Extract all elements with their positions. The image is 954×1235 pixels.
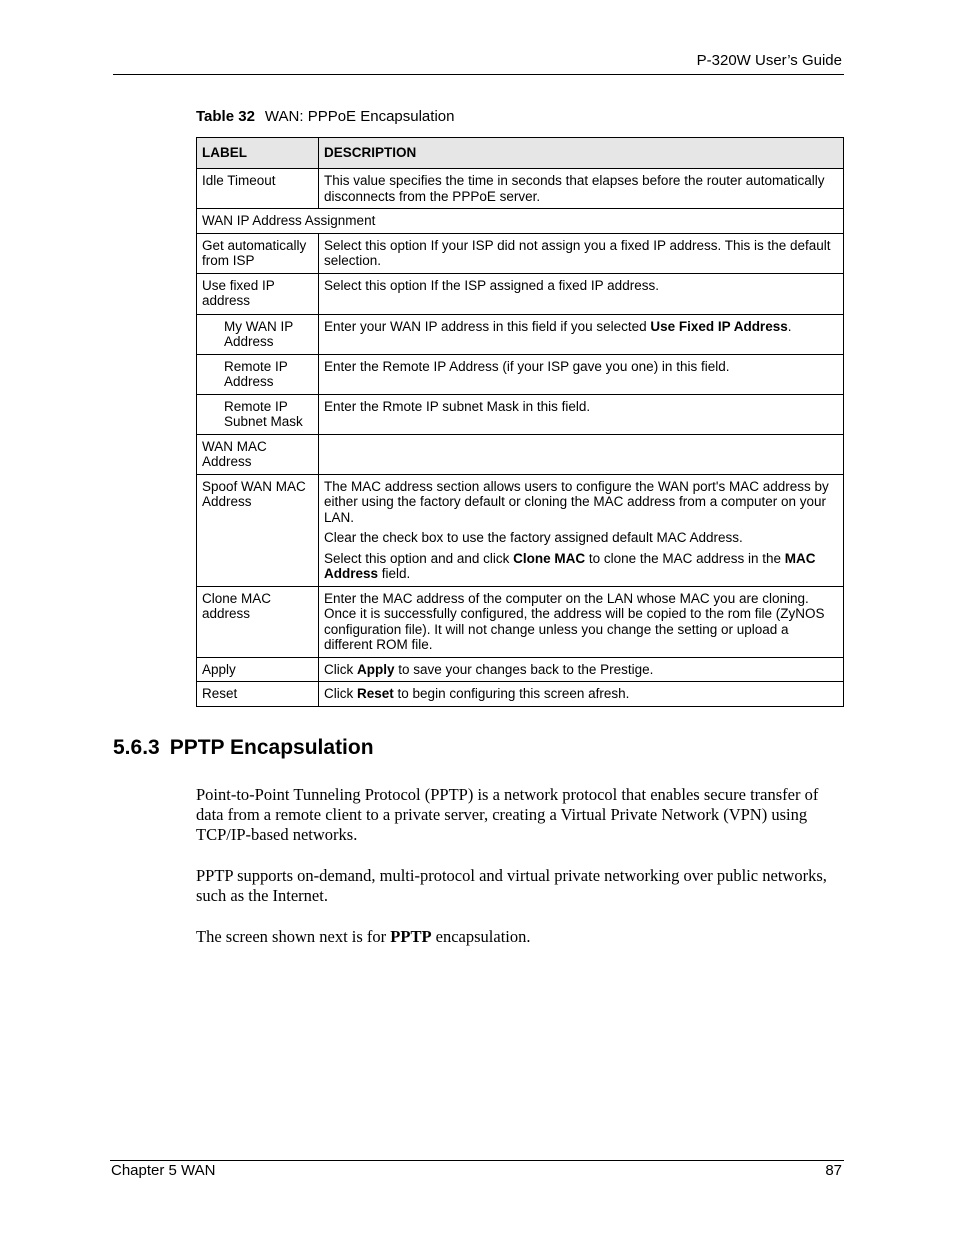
paragraph-text: encapsulation. [431,927,531,946]
row-label: WAN IP Address Assignment [197,209,844,234]
description-paragraph [324,551,838,582]
header-divider [113,74,844,75]
row-label: Spoof WAN MAC Address [197,474,319,586]
description-text: Select this option and and click [324,550,514,566]
paragraph-emphasis: PPTP [390,927,432,946]
description-text: field. [378,566,411,581]
description-text: Enter your WAN IP address in this field if you selected [324,318,651,334]
table-row [197,273,844,314]
body-paragraph: Point-to-Point Tunneling Protocol (PPTP) is a network protocol that enables secure transfer of data from a remote client to a private server, creating a Virtual Private Network (VPN) using TCP/IP-based networks. [196,785,819,844]
row-label: Use fixed IP address [197,273,319,314]
paragraph-text: The screen shown next is for [196,927,391,946]
footer-divider [110,1160,844,1161]
table-caption [196,108,454,125]
description-text: Click [324,661,357,677]
table-row [197,169,844,209]
table-row [197,474,844,586]
row-label: Remote IP Address [197,354,319,394]
row-label: WAN MAC Address [197,434,319,474]
running-header: P-320W User’s Guide [696,52,842,69]
table-row [197,586,844,657]
row-label: Remote IP Subnet Mask [197,394,319,434]
row-description: Enter the Rmote IP subnet Mask in this field. [319,394,844,434]
body-paragraph: PPTP supports on-demand, multi-protocol and virtual private networking over public networks, such as the Internet. [196,866,827,905]
body-paragraph [196,927,846,947]
table-row [197,233,844,273]
description-paragraph: Clear the check box to use the factory assigned default MAC Address. [324,530,743,545]
column-header-label: LABEL [197,138,319,169]
description-paragraph: The MAC address section allows users to configure the WAN port's MAC address by either using the factory default or cloning the MAC address from a computer on your LAN. [324,478,829,525]
description-text: to clone the MAC address in the [585,550,785,566]
description-emphasis: Apply [357,661,395,677]
description-text: to begin configuring this screen afresh. [393,686,630,701]
row-description: Enter the MAC address of the computer on the LAN whose MAC you are cloning. Once it is successfully configured, the address will be copied to the rom file (ZyNOS configuration file). It will not change unless you change the setting or upload a different ROM file. [319,586,844,657]
table-caption-title: WAN: PPPoE Encapsulation [264,108,455,125]
page-number: 87 [825,1162,842,1179]
table-header-row [197,138,844,169]
row-label: My WAN IP Address [197,314,319,354]
row-description [319,682,844,707]
table-row [197,209,844,234]
section-title: PPTP Encapsulation [169,736,374,759]
table-caption-number: Table 32 [196,108,255,125]
description-emphasis: MAC Address [324,550,816,581]
section-number: 5.6.3 [113,736,160,759]
table-row [197,354,844,394]
row-description [319,657,844,682]
row-label: Apply [197,657,319,682]
column-header-description: DESCRIPTION [319,138,844,169]
table-row [197,314,844,354]
row-description: Select this option If the ISP assigned a fixed IP address. [319,273,844,314]
section-heading [113,736,374,760]
table-row [197,682,844,707]
row-description [319,474,844,586]
row-label: Reset [197,682,319,707]
table-row [197,434,844,474]
row-description: This value specifies the time in seconds that elapses before the router automatically disconnects from the PPPoE server. [319,169,844,209]
row-label: Idle Timeout [197,169,319,209]
description-text: . [787,318,792,334]
row-label: Clone MAC address [197,586,319,657]
description-text: to save your changes back to the Prestige. [394,661,654,677]
table-row [197,657,844,682]
row-description [319,434,844,474]
description-emphasis: Reset [357,686,394,701]
pppoe-field-table [196,137,844,707]
description-emphasis: Clone MAC [513,550,586,566]
table-row [197,394,844,434]
description-text: Click [324,686,357,701]
row-description: Enter the Remote IP Address (if your ISP gave you one) in this field. [319,354,844,394]
description-emphasis: Use Fixed IP Address [650,318,788,334]
footer-chapter: Chapter 5 WAN [111,1162,216,1179]
row-description: Select this option If your ISP did not assign you a fixed IP address. This is the default selection. [319,233,844,273]
row-label: Get automatically from ISP [197,233,319,273]
row-description [319,314,844,354]
